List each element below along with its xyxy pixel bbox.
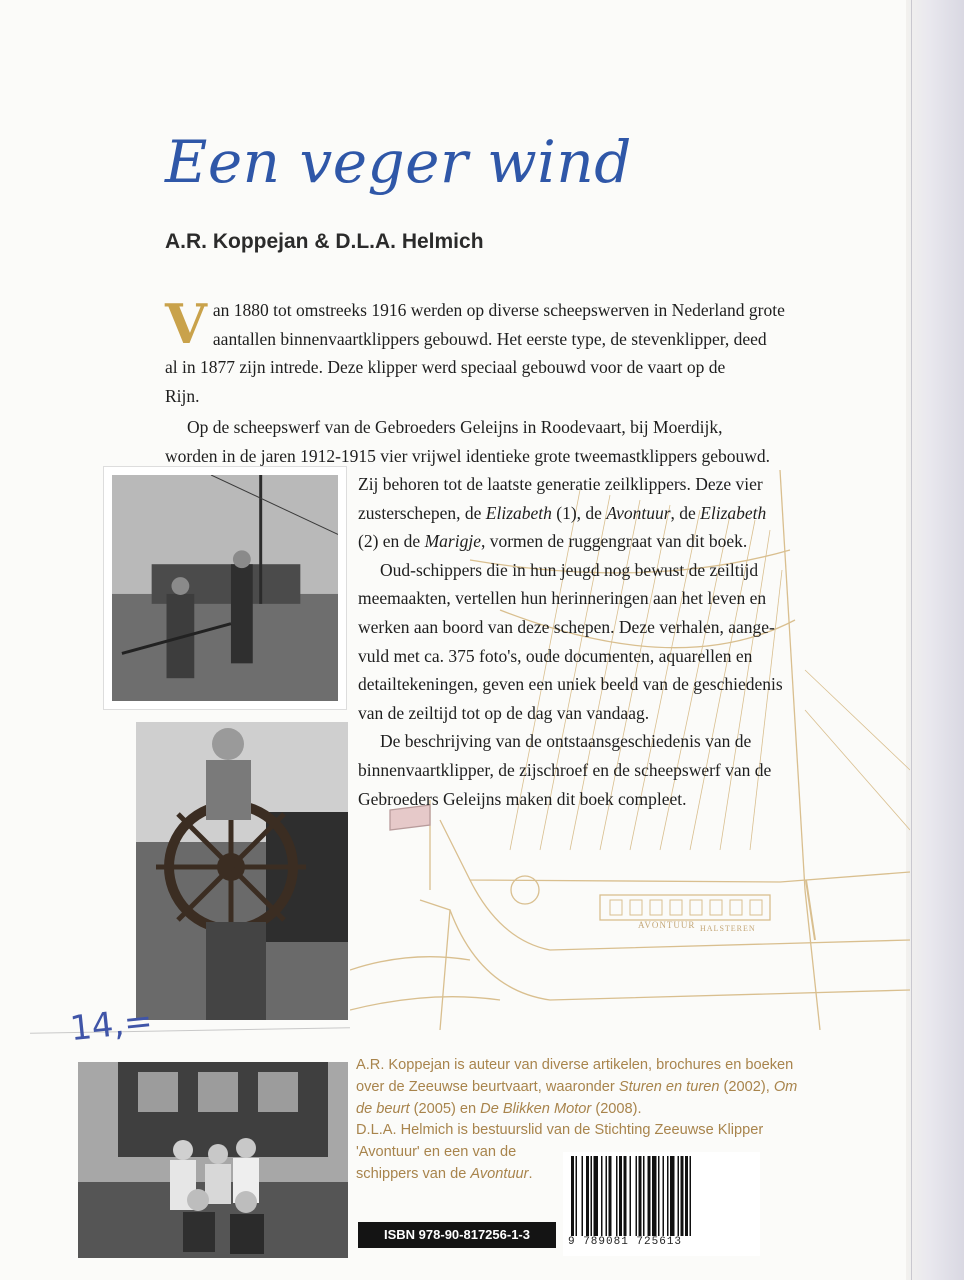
drawing-label-port: HALSTEREN: [700, 924, 756, 933]
bio-line: schippers van de Avontuur.: [356, 1165, 533, 1182]
ship-name: Avontuur: [606, 502, 671, 523]
para-line: binnenvaartklipper, de zijschroef en de scheepswerf van de: [358, 759, 772, 780]
intro-line: aantallen binnenvaartklippers gebouwd. Het eerste type, de stevenklipper, deed: [212, 328, 767, 349]
bio-line: 'Avontuur' en een van de: [356, 1144, 517, 1161]
photo-deck-crew: [103, 466, 347, 710]
intro-line: an 1880 tot omstreeks 1916 werden op diverse scheepswerven in Nederland grote: [212, 300, 785, 320]
intro-line: Rijn.: [165, 385, 200, 406]
para-line: Op de scheepswerf van de Gebroeders Geleijns in Roodevaart, bij Moerdijk,: [187, 417, 723, 437]
book-title: Een veger wind: [165, 128, 632, 196]
book-ref: Sturen en turen: [618, 1078, 720, 1095]
para-line: (2) en de Marigje, vormen de ruggengraat van dit boek.: [358, 531, 748, 552]
bio-line: de beurt (2005) en De Blikken Motor (2008).: [356, 1100, 642, 1117]
para-line: zusterschepen, de Elizabeth (1), de Avontuur, de Elizabeth: [358, 502, 767, 523]
ship-name: Avontuur: [470, 1165, 529, 1182]
intro-paragraph: [165, 292, 855, 410]
handwritten-price: 14,=: [68, 1000, 155, 1050]
para-line: vuld met ca. 375 foto's, oude documenten, aquarellen en: [358, 645, 753, 666]
ship-name: Marigje: [424, 531, 481, 552]
bio-line: D.L.A. Helmich is bestuurslid van de Stichting Zeeuwse Klipper: [356, 1122, 764, 1139]
drop-cap-letter: V: [165, 292, 207, 356]
para-line: Oud-schippers die in hun jeugd nog bewust de zeiltijd: [380, 559, 759, 580]
intro-line: al in 1877 zijn intrede. Deze klipper werd speciaal gebouwd voor de vaart op de: [165, 357, 726, 378]
barcode-digits: 9 789081 725613: [568, 1236, 758, 1248]
bio-line: A.R. Koppejan is auteur van diverse artikelen, brochures en boeken: [356, 1057, 794, 1073]
photo-crew-group: [78, 1062, 348, 1258]
para-line: Gebroeders Geleijns maken dit boek compleet.: [358, 788, 687, 809]
isbn-label: ISBN 978-90-817256-1-3: [358, 1222, 556, 1248]
book-ref: De Blikken Motor: [480, 1100, 592, 1117]
bio-line: over de Zeeuwse beurtvaart, waaronder Sturen en turen (2002), Om: [356, 1078, 798, 1095]
book-ref: de beurt: [356, 1100, 410, 1117]
para-line: worden in de jaren 1912-1915 vier vrijwel identieke grote tweemastklippers gebouwd.: [165, 445, 771, 466]
narrow-column-text: [358, 470, 783, 813]
para-line: meemaakten, vertellen hun herinneringen aan het leven en: [358, 588, 767, 609]
cover-edge-line: [911, 0, 912, 1280]
photo-boy-at-wheel: [136, 722, 348, 1020]
book-ref: Om: [773, 1078, 798, 1095]
para-line: detailtekeningen, geven een uniek beeld van de geschiedenis: [358, 674, 783, 695]
para-line: Zij behoren tot de laatste generatie zeilklippers. Deze vier: [358, 474, 763, 494]
second-paragraph: [165, 413, 770, 470]
ship-name: Elizabeth: [700, 502, 767, 523]
para-line: De beschrijving van de ontstaansgeschiedenis van de: [380, 731, 752, 752]
book-authors: A.R. Koppejan & D.L.A. Helmich: [165, 230, 484, 253]
cover-edge: [906, 0, 964, 1280]
para-line: werken aan boord van deze schepen. Deze verhalen, aange-: [358, 616, 775, 637]
drawing-label-name: AVONTUUR: [638, 920, 696, 930]
ship-name: Elizabeth: [485, 502, 552, 523]
para-line: van de zeiltijd tot op de dag van vandaag.: [358, 702, 650, 723]
